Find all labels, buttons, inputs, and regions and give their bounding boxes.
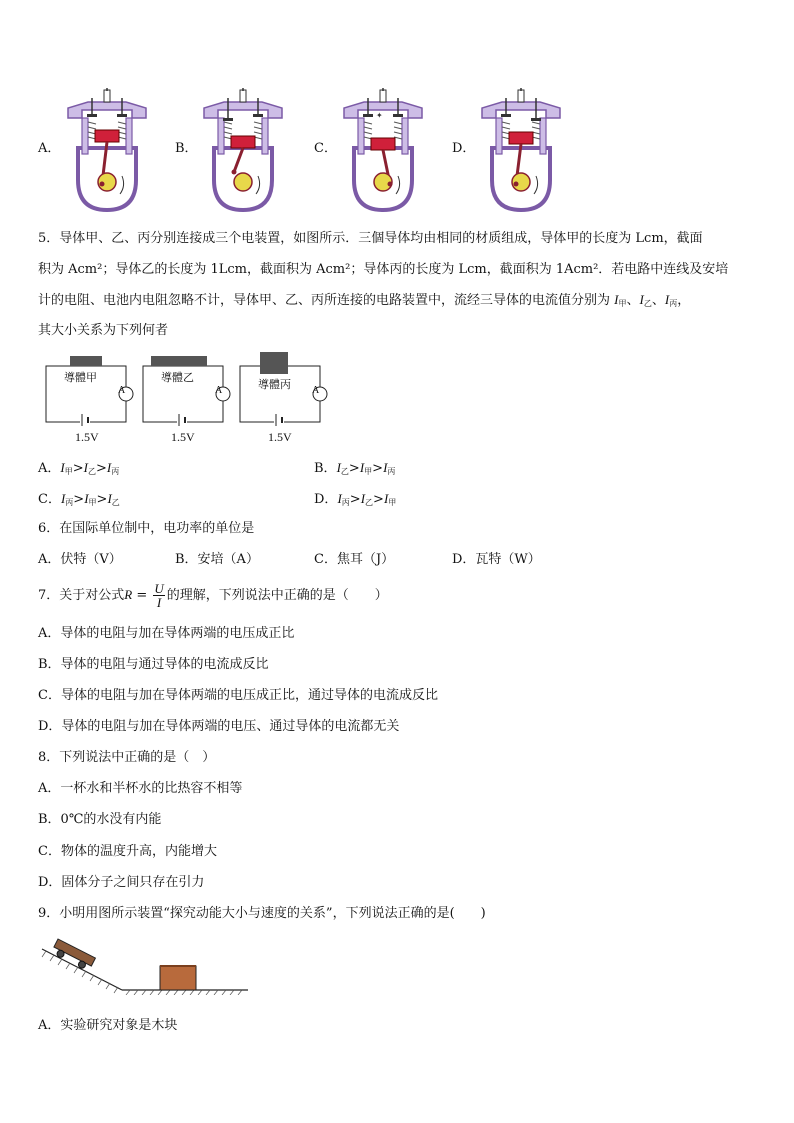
battery-3-voltage: 1.5V bbox=[268, 430, 292, 444]
wooden-block bbox=[160, 966, 196, 990]
formula-numerator: U bbox=[154, 581, 164, 596]
engine-diagram-b bbox=[200, 88, 286, 213]
exhaust-valve bbox=[393, 114, 403, 117]
option-letter: D． bbox=[314, 492, 338, 507]
engine-d bbox=[482, 88, 560, 210]
conductor-yi bbox=[151, 356, 207, 366]
formula-eq: = bbox=[132, 588, 152, 603]
current-symbol: I bbox=[106, 460, 112, 475]
ramp-diagram bbox=[40, 935, 252, 995]
current-symbol: I bbox=[336, 460, 341, 475]
current-symbol: I bbox=[383, 491, 389, 506]
crank-pin bbox=[100, 182, 105, 187]
piston bbox=[509, 132, 533, 144]
cylinder-wall-right bbox=[540, 118, 546, 154]
current-symbol: I bbox=[639, 292, 644, 307]
option-letter: B． bbox=[314, 461, 337, 476]
sub-bing: 丙 bbox=[387, 467, 396, 476]
sub-yi: 乙 bbox=[365, 498, 374, 507]
q4-option-a-label[interactable]: A． bbox=[38, 141, 61, 156]
current-symbol: I bbox=[337, 491, 342, 506]
cart bbox=[51, 939, 95, 972]
cylinder-wall-right bbox=[402, 118, 408, 154]
ammeter-2-label: A bbox=[215, 385, 223, 396]
engine-diagram-a bbox=[64, 88, 150, 213]
current-symbol: I bbox=[359, 460, 365, 475]
q8-option-c[interactable]: C．物体的温度升高，内能增大 bbox=[38, 844, 217, 859]
current-symbol: I bbox=[614, 292, 619, 307]
current-symbol: I bbox=[84, 491, 89, 506]
exhaust-valve bbox=[253, 114, 263, 117]
current-symbol: I bbox=[360, 491, 366, 506]
formula-fraction bbox=[153, 582, 164, 609]
current-symbol: I bbox=[60, 491, 66, 506]
sub-bing: 丙 bbox=[341, 498, 350, 507]
spark-plug bbox=[104, 90, 110, 102]
sub-bing: 丙 bbox=[111, 467, 120, 476]
ammeter-3-label: A bbox=[312, 385, 320, 396]
q6-stem: 6．在国际单位制中，电功率的单位是 bbox=[38, 521, 255, 536]
current-symbol: I bbox=[383, 460, 388, 475]
sub-jia: 甲 bbox=[388, 498, 397, 507]
crank-wheel bbox=[234, 173, 252, 191]
engine-a bbox=[68, 88, 146, 210]
cylinder-head bbox=[68, 102, 146, 118]
q9-stem: 9．小明用图所示装置“探究动能大小与速度的关系”，下列说法正确的是( ) bbox=[38, 906, 486, 921]
piston bbox=[371, 138, 395, 150]
intake-valve bbox=[501, 114, 511, 117]
spark-plug bbox=[380, 90, 386, 102]
piston bbox=[95, 130, 119, 142]
engine-b bbox=[204, 88, 282, 210]
current-symbol: I bbox=[83, 460, 88, 475]
sub-yi: 乙 bbox=[340, 467, 349, 476]
q5-line-1: 5．导体甲、乙、丙分别连接成三个电装置，如图所示．三個导体均由相同的材质组成，导体甲的长度为 Lcm，截面 bbox=[38, 231, 703, 246]
sub-bing: 丙 bbox=[669, 299, 678, 308]
conductor-bing bbox=[260, 352, 288, 374]
q6-option-b[interactable]: B．安培（A） bbox=[175, 552, 259, 567]
q5-line-2: 积为 Acm²；导体乙的长度为 1Lcm，截面积为 Acm²；导体丙的长度为 Lcm，截面积为 1Acm²．若电路中连线及安培 bbox=[38, 262, 729, 277]
engine-diagram-d bbox=[478, 88, 564, 213]
exhaust-valve bbox=[117, 114, 127, 117]
crank-pin bbox=[388, 182, 393, 187]
cylinder-wall-left bbox=[82, 118, 88, 154]
formula-denominator: I bbox=[156, 595, 162, 610]
cylinder-wall-left bbox=[496, 118, 502, 154]
q8-option-a[interactable]: A．一杯水和半杯水的比热容不相等 bbox=[38, 781, 243, 796]
sub-jia: 甲 bbox=[364, 467, 373, 476]
q4-option-d-label[interactable]: D． bbox=[452, 141, 476, 156]
crank-pin bbox=[232, 170, 237, 175]
q6-option-d[interactable]: D．瓦特（W） bbox=[452, 552, 541, 567]
engine-diagram-c bbox=[340, 88, 426, 213]
q6-option-c[interactable]: C．焦耳（J） bbox=[314, 552, 395, 567]
q5-option-b[interactable]: B．$I_乙>I_甲>I_丙$ bbox=[314, 460, 396, 476]
cylinder-head bbox=[344, 102, 422, 118]
q5-option-c[interactable]: C．$I_丙>I_甲>I_乙$ bbox=[38, 491, 120, 507]
circuit-1-label: 導體甲 bbox=[64, 371, 97, 384]
cylinder-wall-right bbox=[262, 118, 268, 154]
q7-stem bbox=[38, 580, 388, 611]
q7-stem-post: 的理解，下列说法中正确的是（ ） bbox=[166, 588, 388, 603]
floor-hatching bbox=[126, 990, 242, 995]
circuit-wire bbox=[240, 366, 320, 422]
q5-line-4: 其大小关系为下列何者 bbox=[38, 323, 169, 338]
cylinder-head bbox=[204, 102, 282, 118]
sub-jia: 甲 bbox=[618, 299, 627, 308]
ammeter-1-label: A bbox=[118, 385, 126, 396]
q5-line-3-text: 计的电阻、电池内电阻忽略不计，导体甲、乙、丙所连接的电路装置中，流经三导体的电流值分别为 bbox=[38, 293, 611, 308]
conductor-jia bbox=[70, 356, 102, 366]
battery-1-voltage: 1.5V bbox=[75, 430, 99, 444]
cylinder-wall-left bbox=[358, 118, 364, 154]
q6-option-a[interactable]: A．伏特（V） bbox=[38, 552, 122, 567]
sub-bing: 丙 bbox=[65, 498, 74, 507]
spark-mark: ✦ bbox=[376, 111, 383, 120]
sub-yi: 乙 bbox=[111, 498, 120, 507]
q8-option-d[interactable]: D．固体分子之间只存在引力 bbox=[38, 875, 205, 890]
q7-option-a[interactable]: A．导体的电阻与加在导体两端的电压成正比 bbox=[38, 626, 295, 641]
crank-pin bbox=[514, 182, 519, 187]
intake-valve bbox=[87, 114, 97, 117]
circuit-2-label: 導體乙 bbox=[161, 371, 194, 384]
battery-2-voltage: 1.5V bbox=[171, 430, 195, 444]
formula-r: R bbox=[124, 587, 133, 602]
exhaust-valve bbox=[531, 118, 541, 121]
q5-line-3: 计的电阻、电池内电阻忽略不计，导体甲、乙、丙所连接的电路装置中，流经三导体的电流值分别为 $I_甲$、$I_乙$、$I_丙$， bbox=[38, 292, 691, 308]
q5-option-a[interactable]: A．$I_甲>I_乙>I_丙$ bbox=[38, 460, 120, 476]
piston bbox=[231, 136, 255, 148]
q7-option-b[interactable]: B．导体的电阻与通过导体的电流成反比 bbox=[38, 657, 269, 672]
current-symbol: I bbox=[664, 292, 670, 307]
q4-option-c-label[interactable]: C． bbox=[314, 141, 337, 156]
sub-yi: 乙 bbox=[643, 299, 652, 308]
q8-option-b[interactable]: B．0℃的水没有内能 bbox=[38, 812, 162, 827]
q8-stem: 8．下列说法中正确的是（ ） bbox=[38, 750, 216, 765]
q5-circuits bbox=[40, 348, 340, 448]
current-symbol: I bbox=[60, 460, 65, 475]
cylinder-wall-right bbox=[126, 118, 132, 154]
current-symbol: I bbox=[107, 491, 112, 506]
q7-option-c[interactable]: C．导体的电阻与加在导体两端的电压成正比，通过导体的电流成反比 bbox=[38, 688, 438, 703]
q7-stem-pre: 7．关于对公式 bbox=[38, 588, 125, 603]
option-letter: A． bbox=[38, 461, 61, 476]
engine-c bbox=[344, 88, 422, 210]
q7-option-d[interactable]: D．导体的电阻与加在导体两端的电压、通过导体的电流都无关 bbox=[38, 719, 400, 734]
sub-yi: 乙 bbox=[87, 467, 96, 476]
intake-valve bbox=[223, 118, 233, 121]
q4-option-b-label[interactable]: B． bbox=[175, 141, 198, 156]
sub-jia: 甲 bbox=[88, 498, 97, 507]
sub-jia: 甲 bbox=[64, 467, 73, 476]
circuit-3-label: 導體丙 bbox=[258, 378, 291, 391]
spark-plug bbox=[240, 90, 246, 102]
cylinder-head bbox=[482, 102, 560, 118]
spark-plug bbox=[518, 90, 524, 102]
option-letter: C． bbox=[38, 492, 61, 507]
q5-option-d[interactable]: D．$I_丙>I_乙>I_甲$ bbox=[314, 491, 397, 507]
intake-valve bbox=[363, 114, 373, 117]
cylinder-wall-left bbox=[218, 118, 224, 154]
q9-option-a[interactable]: A．实验研究对象是木块 bbox=[38, 1018, 178, 1033]
